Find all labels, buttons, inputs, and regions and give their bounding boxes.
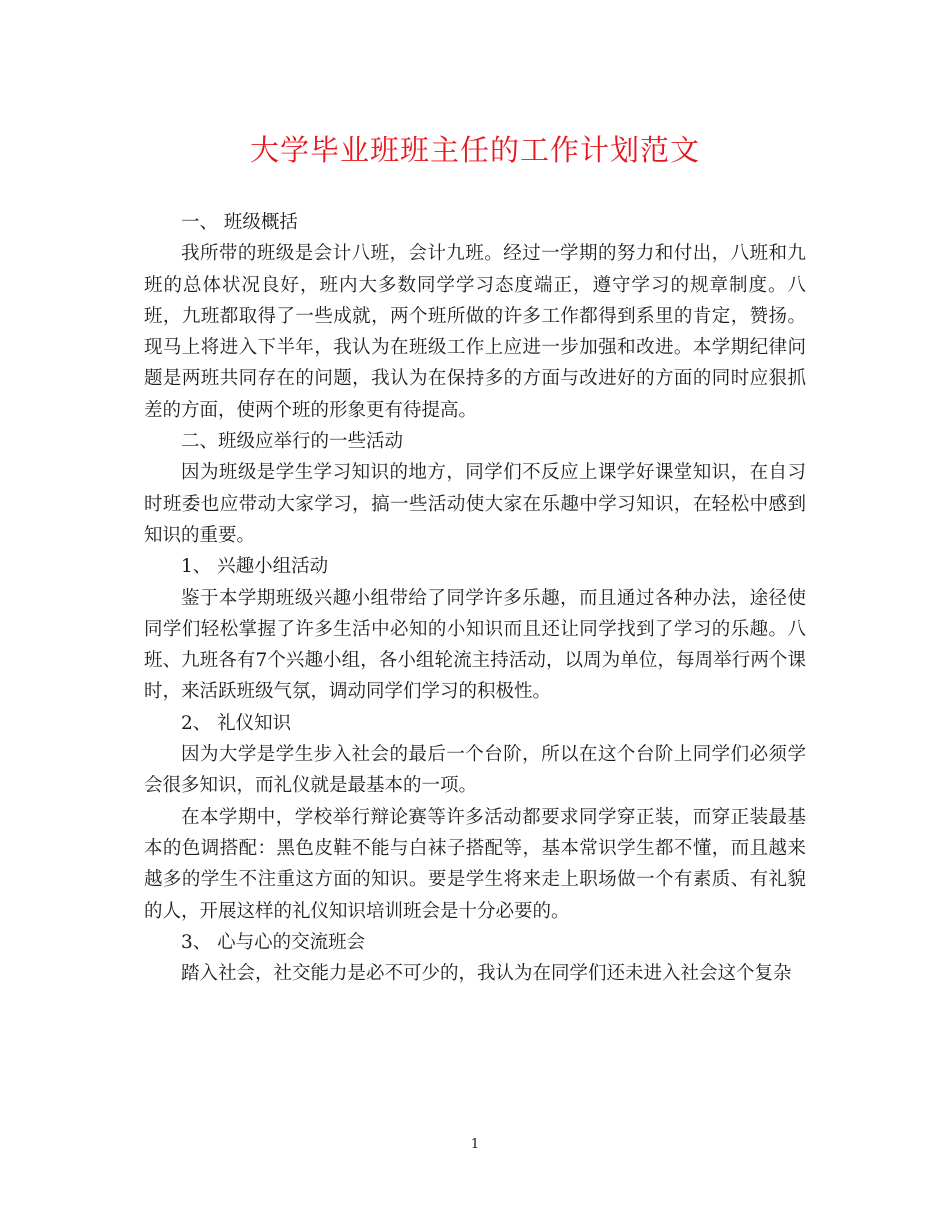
subsection-heading-heart-to-heart: 3、 心与心的交流班会 xyxy=(181,931,366,953)
body-paragraph: 在本学期中，学校举行辩论赛等许多活动都要求同学穿正装，而穿正装最基本的色调搭配：黑色皮鞋不能与白袜子搭配等，基本常识学生都不懂，而且越来越多的学生不注重这方面的知识。要是学生将来走上职场做一个有素质、有礼貌的人，开展这样的礼仪知识培训班会是十分必要的。 xyxy=(144,806,806,922)
document-body xyxy=(144,207,806,989)
body-paragraph: 因为班级是学生学习知识的地方，同学们不反应上课学好课堂知识，在自习时班委也应带动大家学习，搞一些活动使大家在乐趣中学习知识，在轻松中感到知识的重要。 xyxy=(144,462,806,546)
body-paragraph: 鉴于本学期班级兴趣小组带给了同学许多乐趣，而且通过各种办法，途径使同学们轻松掌握了许多生活中必知的小知识而且还让同学找到了学习的乐趣。八班、九班各有7个兴趣小组，各小组轮流主持活动，以周为单位，每周举行两个课时，来活跃班级气氛，调动同学们学习的积极性。 xyxy=(144,587,806,703)
document-title: 大学毕业班班主任的工作计划范文 xyxy=(249,133,700,167)
subsection-heading-interest-groups: 1、 兴趣小组活动 xyxy=(181,556,329,578)
page-number: 1 xyxy=(470,1137,480,1152)
section-heading-class-overview: 一、 班级概括 xyxy=(181,212,298,233)
subsection-heading-etiquette: 2、 礼仪知识 xyxy=(181,712,292,734)
body-paragraph: 踏入社会，社交能力是必不可少的，我认为在同学们还未进入社会这个复杂 xyxy=(181,963,792,985)
body-paragraph: 因为大学是学生步入社会的最后一个台阶，所以在这个台阶上同学们必须学会很多知识，而礼仪就是最基本的一项。 xyxy=(144,744,806,797)
section-heading-class-activities: 二、班级应举行的一些活动 xyxy=(181,431,404,453)
body-paragraph: 我所带的班级是会计八班，会计九班。经过一学期的努力和付出，八班和九班的总体状况良好，班内大多数同学学习态度端正，遵守学习的规章制度。八班，九班都取得了一些成就，两个班所做的许多工作都得到系里的肯定，赞扬。现马上将进入下半年，我认为在班级工作上应进一步加强和改进。本学期纪律问题是两班共同存在的问题，我认为在保持多的方面与改进好的方面的同时应狠抓差的方面，使两个班的形象更有待提高。 xyxy=(144,243,806,421)
